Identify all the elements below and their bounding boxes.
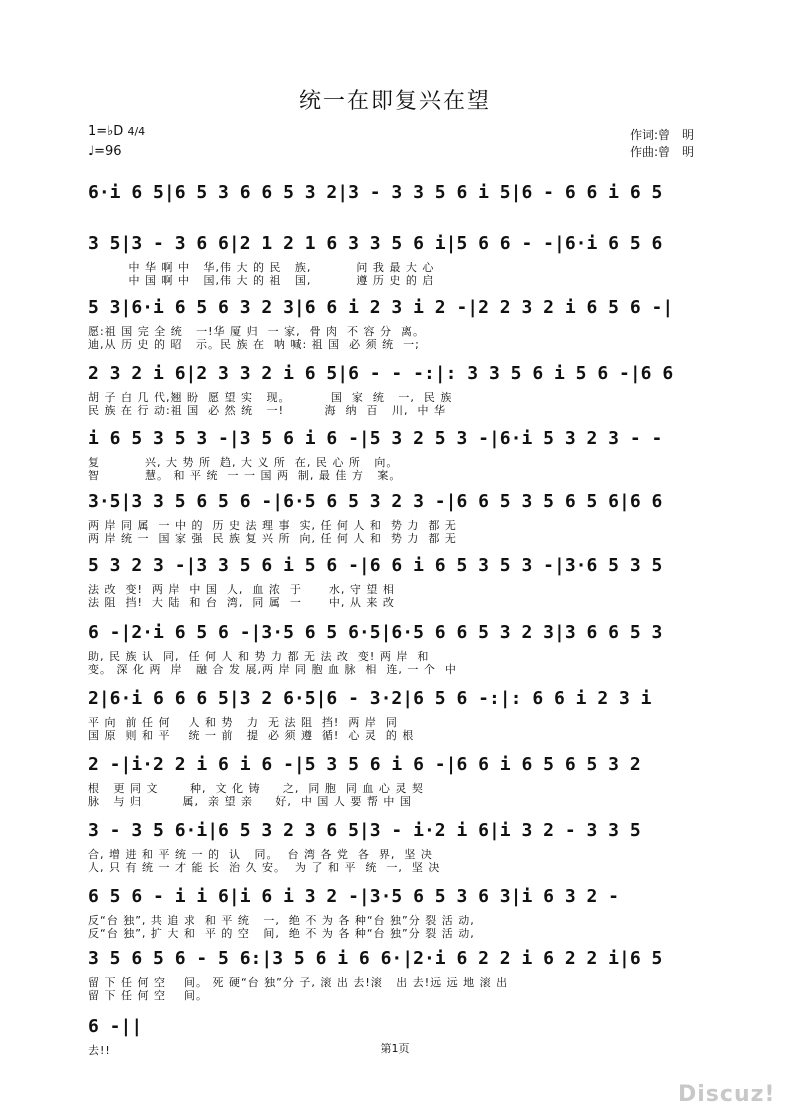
lyric-verse-1: 复 兴, 大 势 所 趋, 大 义 所 在, 民 心 所 向。 <box>88 456 399 469</box>
key-signature: 1=♭D <box>88 124 124 139</box>
lyric-verse-1: 胡 子 白 几 代,翘 盼 愿 望 实 现。 国 家 统 一, 民 族 <box>88 391 453 404</box>
lyric-verse-1: 法 改 变! 两 岸 中 国 人, 血 浓 于 水, 守 望 相 <box>88 583 395 596</box>
composer-credit: 作曲:曾 明 <box>630 145 695 159</box>
notation-line: 6·i 6 5|6 5 3 6 6 5 3 2|3 - 3 3 5 6 i 5|6 - 6 6 i 6 5 <box>88 182 663 203</box>
notation-line: 2 3 2 i 6|2 3 3 2 i 6 5|6 - - -:|: 3 3 5 6 i 5 6 -|6 6 <box>88 363 674 384</box>
song-title: 统一在即复兴在望 <box>298 89 491 114</box>
lyric-verse-1: 反“台 独”, 共 追 求 和 平 统 一, 绝 不 为 各 种“台 独”分 裂 活 动, <box>88 914 475 927</box>
lyric-verse-1: 愿:祖 国 完 全 统 一!华 厦 归 一 家, 骨 肉 不 容 分 离。 <box>88 325 426 338</box>
lyric-verse-2: 中 国 啊 中 国,伟 大 的 祖 国, 遵 历 史 的 启 <box>88 274 435 287</box>
lyric-verse-2: 迪,从 历 史 的 昭 示。民 族 在 呐 喊: 祖 国 必 须 统 一; <box>88 338 420 351</box>
notation-line: 3 5|3 - 3 6 6|2 1 2 1 6 3 3 5 6 i|5 6 6 - -|6·i 6 5 6 <box>88 233 663 254</box>
lyric-verse-2: 智 慧。 和 平 统 一 一 国 两 制, 最 佳 方 案。 <box>88 469 402 482</box>
lyric-verse-2: 法 阻 挡! 大 陆 和 台 湾, 同 属 一 中, 从 来 改 <box>88 596 395 609</box>
lyric-verse-2: 民 族 在 行 动:祖 国 必 然 统 一! 海 纳 百 川, 中 华 <box>88 404 447 417</box>
lyric-verse-1: 去!! <box>88 1044 111 1057</box>
notation-line: 6 5 6 - i i 6|i 6 i 3 2 -|3·5 6 5 3 6 3|i 6 3 2 - <box>88 886 620 907</box>
notation-line: 3·5|3 3 5 6 5 6 -|6·5 6 5 3 2 3 -|6 6 5 3 5 6 5 6|6 6 <box>88 491 663 512</box>
lyric-verse-1: 根 更 同 文 种, 文 化 铸 之, 同 胞 同 血 心 灵 契 <box>88 782 424 795</box>
notation-line: 5 3|6·i 6 5 6 3 2 3|6 6 i 2 3 i 2 -|2 2 3 2 i 6 5 6 -| <box>88 297 674 318</box>
page-number: 第1页 <box>380 1042 410 1055</box>
lyric-verse-1: 合, 增 进 和 平 统 一 的 认 同。 台 湾 各 党 各 界, 坚 决 <box>88 848 433 861</box>
notation-line: 3 - 3 5 6·i|6 5 3 2 3 6 5|3 - i·2 i 6|i 3 2 - 3 3 5 <box>88 820 641 841</box>
tempo-marking: ♩=96 <box>88 144 122 159</box>
tempo-key-block <box>88 122 145 162</box>
time-signature: 4/4 <box>127 125 146 138</box>
lyric-verse-1: 两 岸 同 属 一 中 的 历 史 法 理 事 实, 任 何 人 和 势 力 都 无 <box>88 519 457 532</box>
lyric-verse-1: 留 下 任 何 空 间。 死 硬“台 独”分 子, 滚 出 去!滚 出 去!远 远 地 滚 出 <box>88 976 509 989</box>
lyric-verse-2: 反“台 独”, 扩 大 和 平 的 空 间, 绝 不 为 各 种“台 独”分 裂 活 动, <box>88 927 475 940</box>
lyric-verse-2: 人, 只 有 统 一 才 能 长 治 久 安。 为 了 和 平 统 一, 坚 决 <box>88 861 441 874</box>
notation-line: 5 3 2 3 -|3 3 5 6 i 5 6 -|6 6 i 6 5 3 5 3 -|3·6 5 3 5 <box>88 555 663 576</box>
lyric-verse-2: 脉 与 归 属, 亲 望 亲 好, 中 国 人 要 帮 中 国 <box>88 795 412 808</box>
lyric-verse-1: 平 向 前 任 何 人 和 势 力 无 法 阻 挡! 两 岸 同 <box>88 716 398 729</box>
lyric-verse-2: 留 下 任 何 空 间。 <box>88 989 208 1002</box>
credits-block <box>630 127 694 161</box>
lyricist-credit: 作词:曾 明 <box>630 128 695 142</box>
lyric-verse-1: 中 华 啊 中 华,伟 大 的 民 族, 问 我 最 大 心 <box>88 261 435 274</box>
notation-line: 6 -|2·i 6 5 6 -|3·5 6 5 6·5|6·5 6 6 5 3 2 3|3 6 6 5 3 <box>88 622 663 643</box>
notation-line: 2 -|i·2 2 i 6 i 6 -|5 3 5 6 i 6 -|6 6 i 6 5 6 5 3 2 <box>88 754 641 775</box>
notation-line: 6 -|| <box>88 1016 143 1037</box>
lyric-verse-2: 国 原 则 和 平 统 一 前 提 必 须 遵 循! 心 灵 的 根 <box>88 729 415 742</box>
notation-line: 3 5 6 5 6 - 5 6:|3 5 6 i 6 6·|2·i 6 2 2 i 6 2 2 i|6 5 <box>88 948 663 969</box>
notation-line: 2|6·i 6 6 6 5|3 2 6·5|6 - 3·2|6 5 6 -:|: 6 6 i 2 3 i <box>88 688 652 709</box>
site-watermark: Discuz! <box>678 1082 776 1107</box>
lyric-verse-1: 助, 民 族 认 同, 任 何 人 和 势 力 都 无 法 改 变! 两 岸 和 <box>88 650 430 663</box>
lyric-verse-2: 变。 深 化 两 岸 融 合 发 展,两 岸 同 胞 血 脉 相 连, 一 个 中 <box>88 663 457 676</box>
lyric-verse-2: 两 岸 统 一 国 家 强 民 族 复 兴 所 向, 任 何 人 和 势 力 都 无 <box>88 532 457 545</box>
notation-line: i 6 5 3 5 3 -|3 5 6 i 6 -|5 3 2 5 3 -|6·i 5 3 2 3 - - <box>88 428 663 449</box>
